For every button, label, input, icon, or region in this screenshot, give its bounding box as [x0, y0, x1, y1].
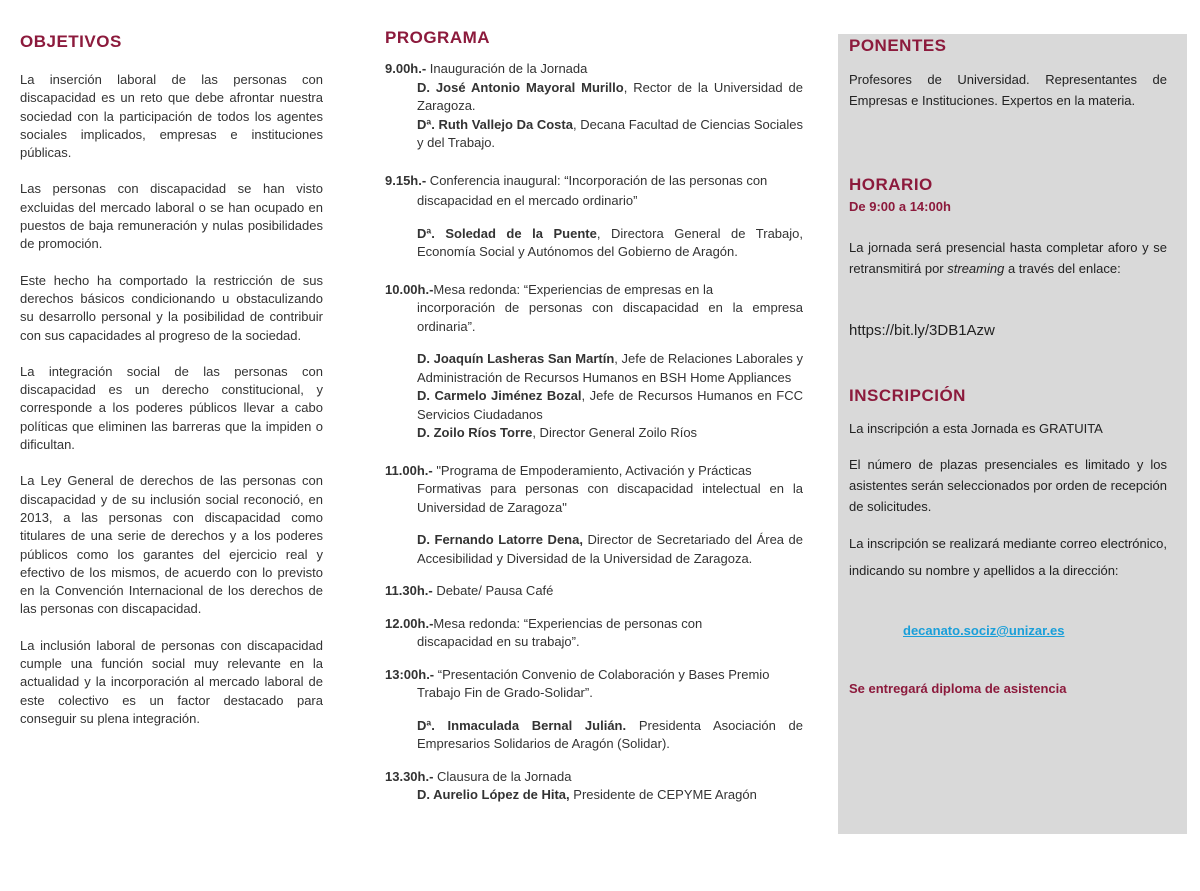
objetivos-paragraph: La inserción laboral de las personas con discapacidad es un reto que debe afrontar nuestra sociedad con la participación de todos los agentes sociales implicados, empresas e instituciones públicas.	[20, 72, 323, 161]
speaker	[385, 531, 803, 568]
streaming-emphasis: streaming	[947, 261, 1005, 276]
objetivos-paragraph: Este hecho ha comportado la restricción de sus derechos básicos condicionando u obstaculizando su desarrollo personal y la posibilidad de contribuir con sus capacidades al progreso de la sociedad.	[20, 272, 323, 343]
speaker	[385, 350, 803, 387]
program-item	[385, 615, 803, 652]
speaker-role: Director de Secretariado del Área de Accesibilidad y Diversidad de la Universidad de Zaragoza.	[417, 532, 803, 566]
program-time: 9.15h.-	[385, 172, 427, 188]
objetivos-paragraph: Las personas con discapacidad se han visto excluidas del mercado laboral o se han ocupado en puestos de baja remuneración y nulas posibilidades de promoción.	[20, 181, 323, 252]
speaker-role: , Jefe de Recursos Humanos en FCC Servicios Ciudadanos	[417, 388, 803, 422]
program-title-cont: Formativas para personas con discapacidad intelectual en la Universidad de Zaragoza"	[417, 481, 803, 515]
program-time: 10.00h.-	[385, 281, 434, 297]
speaker-name: D. José Antonio Mayoral Murillo	[417, 79, 624, 95]
inscripcion-gratuita: La inscripción a esta Jornada es GRATUITA	[849, 421, 1103, 436]
speaker-name: Dª. Inmaculada Bernal Julián.	[417, 717, 627, 733]
inscripcion-heading: INSCRIPCIÓN	[849, 386, 966, 405]
objetivos-paragraph: La Ley General de derechos de las personas con discapacidad y de su inclusión social reconoció, en 2013, a las personas con discapacidad como titulares de una serie de derechos y a los poderes públicos como los garantes del ejercicio real y efectivo de los mismos, de acuerdo con lo previsto en la Convención Internacional de los derechos de las personas con discapacidad.	[20, 473, 323, 617]
ponentes-heading: PONENTES	[849, 36, 947, 55]
program-time: 11.30h.-	[385, 583, 433, 598]
objetivos-paragraph: La inclusión laboral de personas con discapacidad cumple una función social muy relevante en la actualidad y la incorporación al mercado laboral de este colectivo es un factor destacado para conseguir su plena integración.	[20, 637, 323, 726]
program-title: Conferencia inaugural: “Incorporación de las personas con	[426, 172, 768, 188]
program-item	[385, 582, 803, 601]
diploma-note: Se entregará diploma de asistencia	[849, 681, 1067, 696]
horario-hours: De 9:00 a 14:00h	[849, 199, 951, 214]
program-item	[385, 462, 803, 569]
inscripcion-plazas: El número de plazas presenciales es limitado y los asistentes serán seleccionados por orden de recepción de solicitudes.	[849, 457, 1167, 514]
program-time: 13.30h.-	[385, 768, 434, 784]
speaker-name: D. Carmelo Jiménez Bozal	[417, 388, 582, 403]
speaker-name: D. Zoilo Ríos Torre	[417, 425, 533, 440]
program-title: “Presentación Convenio de Colaboración y Bases Premio	[434, 666, 770, 682]
objetivos-body	[20, 71, 323, 746]
program-title-cont: incorporación de personas con discapacidad en la empresa ordinaria”.	[417, 300, 803, 334]
horario-heading: HORARIO	[849, 175, 933, 194]
program-title-cont: Trabajo Fin de Grado-Solidar”.	[417, 685, 593, 700]
programa-heading: PROGRAMA	[385, 28, 491, 47]
speaker	[385, 717, 803, 754]
program-item	[385, 60, 803, 153]
ponentes-text: Profesores de Universidad. Representantes de Empresas e Instituciones. Expertos en la materia.	[849, 72, 1167, 108]
speaker-role: , Rector de la Universidad de Zaragoza.	[417, 79, 803, 113]
speaker	[385, 225, 803, 262]
speaker	[385, 116, 803, 153]
program-title: "Programa de Empoderamiento, Activación y Prácticas	[432, 462, 752, 478]
speaker-role: Presidenta Asociación de Empresarios Solidarios de Aragón (Solidar).	[417, 717, 803, 751]
speaker-name: Dª. Ruth Vallejo Da Costa	[417, 116, 573, 132]
program-title: Mesa redonda: “Experiencias de empresas en la	[433, 281, 714, 297]
speaker-role: , Directora General de Trabajo, Economía Social y Autónomos del Gobierno de Aragón.	[417, 225, 803, 259]
speaker	[385, 387, 803, 424]
info-panel	[838, 34, 1187, 834]
speaker	[385, 79, 803, 116]
program-title: Mesa redonda: “Experiencias de personas con	[433, 615, 703, 631]
program-item	[385, 172, 803, 262]
program-time: 12.00h.-	[385, 615, 434, 631]
email-link[interactable]: decanato.sociz@unizar.es	[903, 623, 1065, 638]
speaker-role: , Director General Zoilo Ríos	[532, 425, 698, 440]
programa-body	[385, 60, 803, 805]
program-time: 9.00h.-	[385, 61, 427, 76]
program-item	[385, 281, 803, 443]
speaker	[385, 786, 803, 805]
program-title: Clausura de la Jornada	[433, 768, 572, 784]
horario-text: La jornada será presencial hasta completar aforo y se retransmitirá por streaming a través del enlace:	[849, 240, 1167, 276]
speaker-name: Dª. Soledad de la Puente	[417, 225, 597, 241]
program-title: Inauguración de la Jornada	[426, 61, 588, 76]
speaker-name: D. Joaquín Lasheras San Martín	[417, 351, 615, 366]
program-item	[385, 768, 803, 805]
speaker-name: D. Fernando Latorre Dena,	[417, 532, 583, 547]
speaker-role: Presidente de CEPYME Aragón	[569, 787, 757, 802]
program-time: 11.00h.-	[385, 462, 433, 478]
speaker-role: , Jefe de Relaciones Laborales y Administración de Recursos Humanos en BSH Home Appliances	[417, 351, 803, 385]
speaker	[385, 424, 803, 443]
program-title-cont: discapacidad en el mercado ordinario”	[417, 193, 638, 208]
objetivos-paragraph: La integración social de las personas con discapacidad es un derecho constitucional, y corresponde a los poderes públicos llevar a cabo políticas que eliminen las barreras que la impiden o dificultan.	[20, 363, 323, 453]
speaker-role: , Decana Facultad de Ciencias Sociales y del Trabajo.	[417, 116, 803, 150]
speaker-name: D. Aurelio López de Hita,	[417, 787, 570, 802]
inscripcion-correo: La inscripción se realizará mediante correo electrónico, indicando su nombre y apellidos a la dirección:	[849, 536, 1167, 578]
streaming-link[interactable]: https://bit.ly/3DB1Azw	[849, 322, 995, 339]
program-time: 13:00h.-	[385, 666, 435, 682]
program-item	[385, 666, 803, 754]
objetivos-heading: OBJETIVOS	[20, 32, 122, 51]
program-title-cont: discapacidad en su trabajo”.	[417, 634, 580, 649]
program-title: Debate/ Pausa Café	[432, 583, 554, 598]
